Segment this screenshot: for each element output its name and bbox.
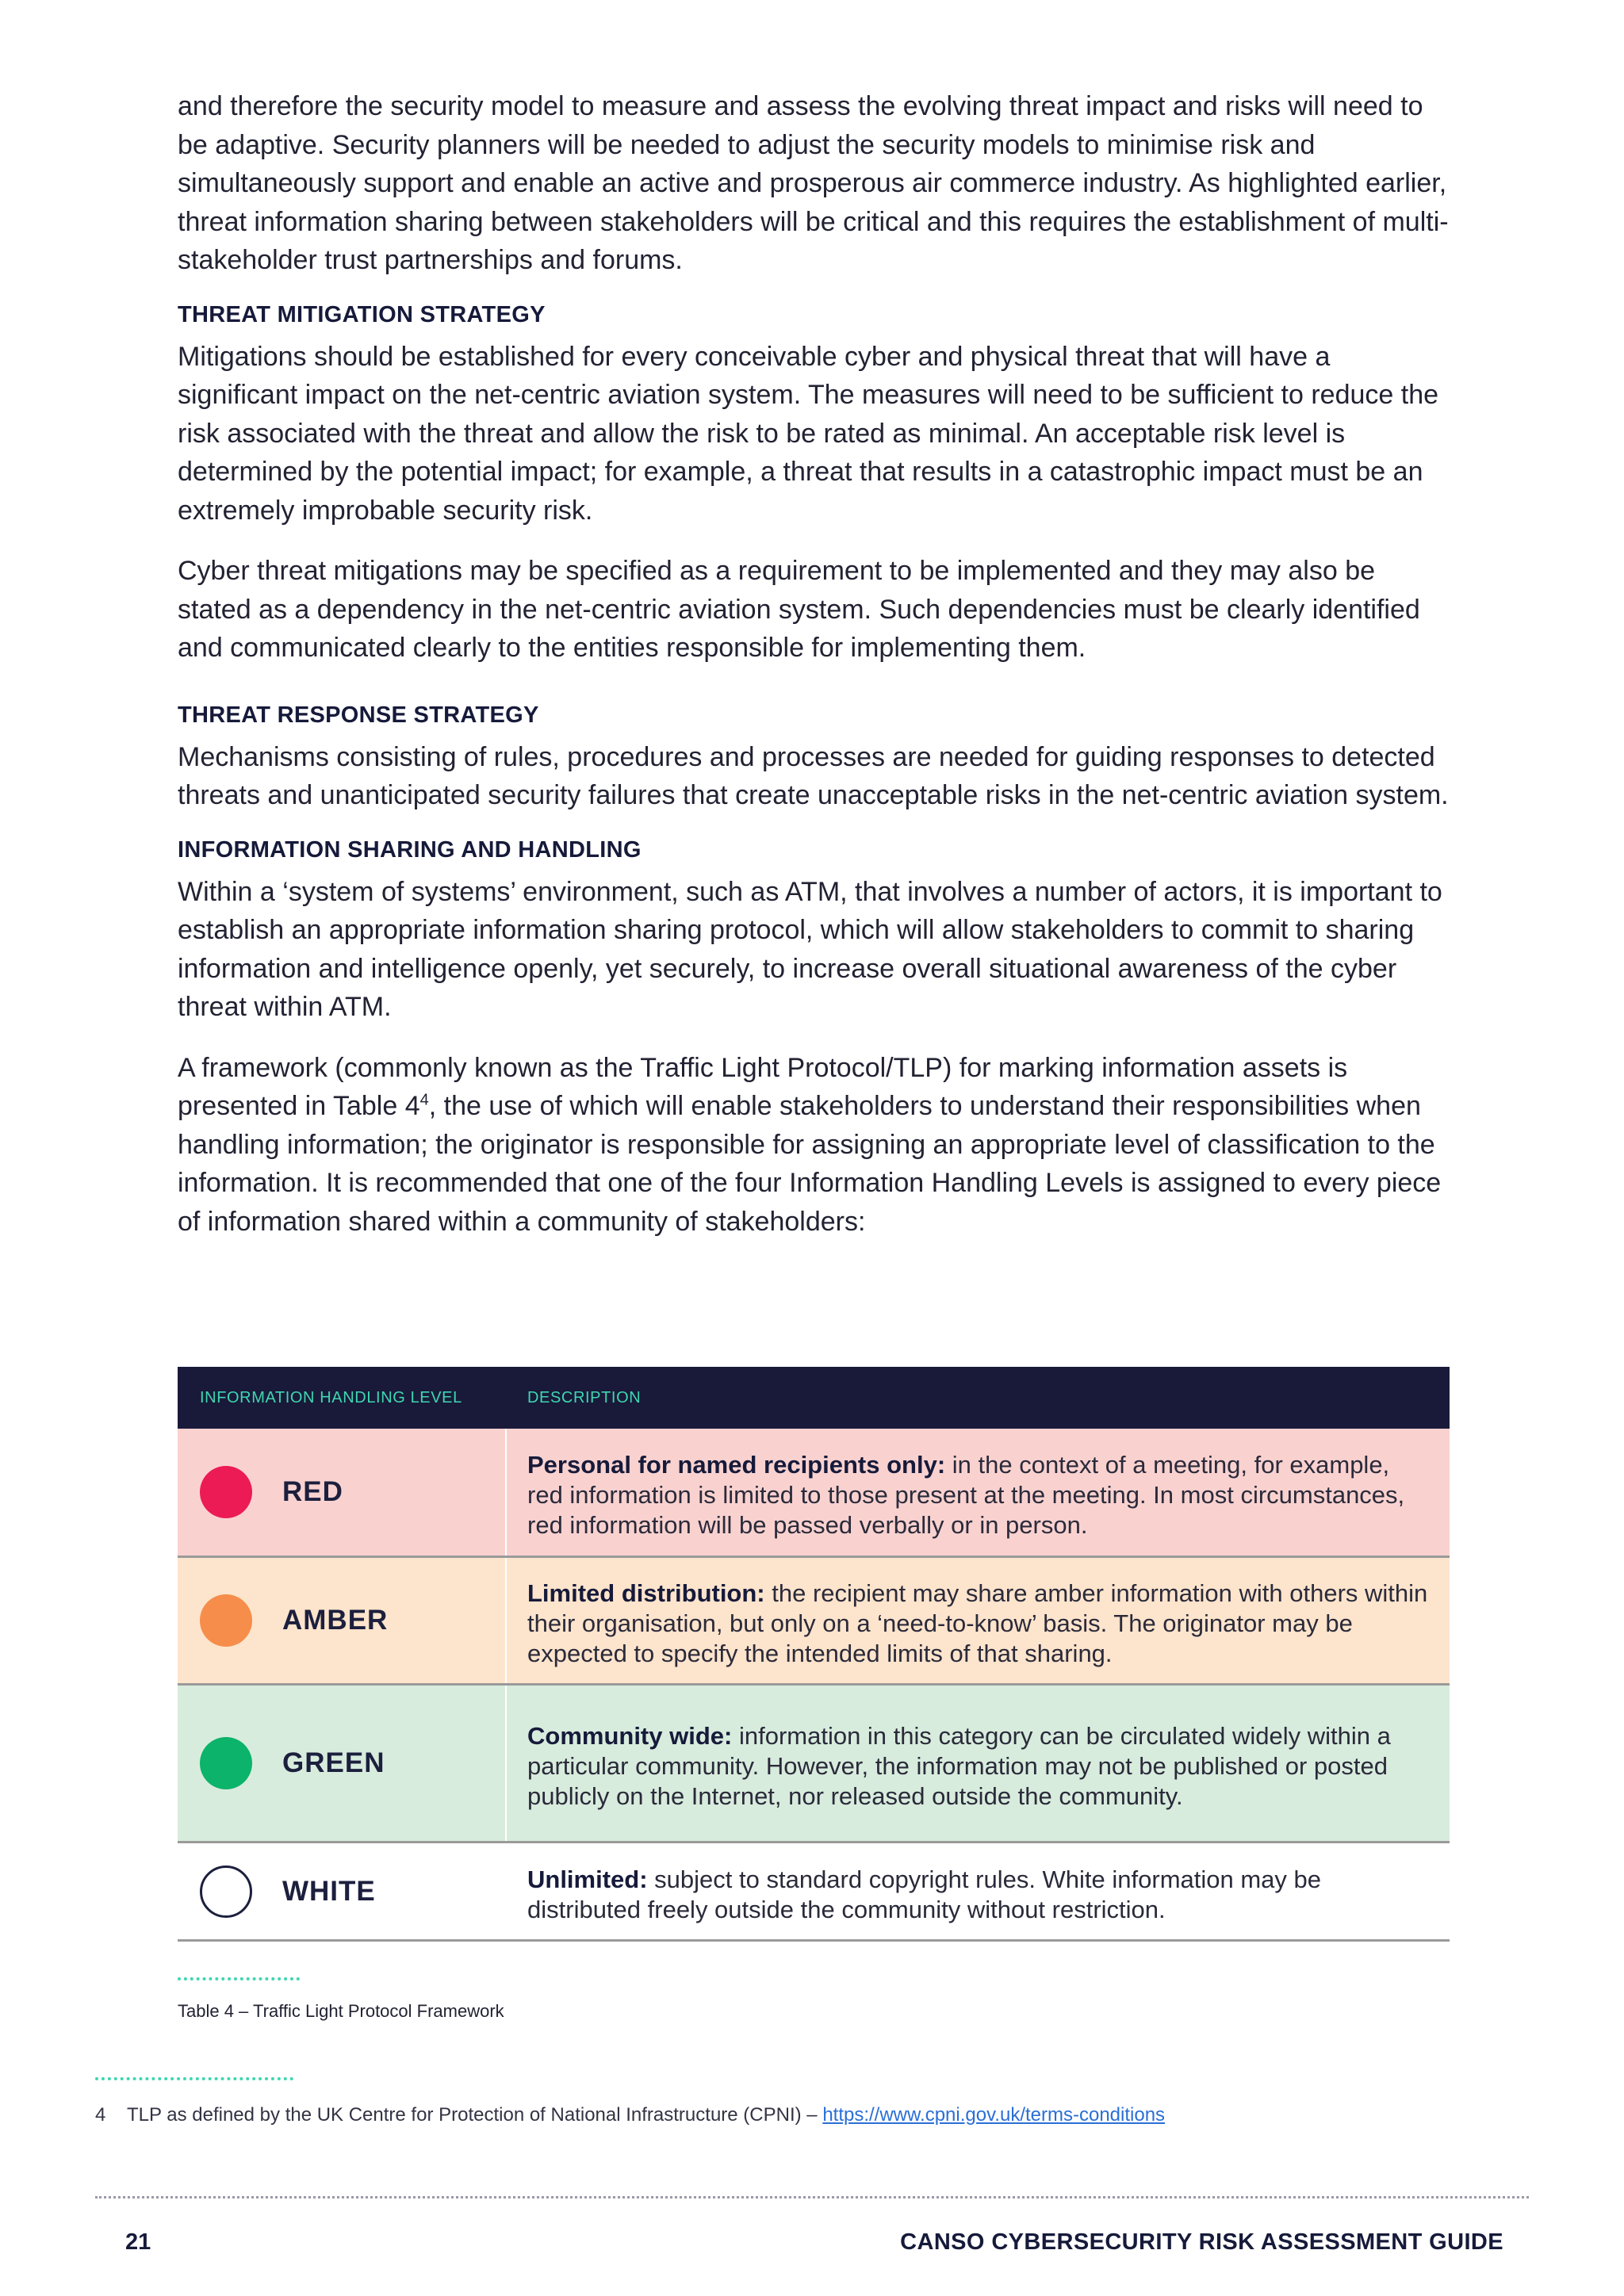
- page-number: 21: [125, 2229, 151, 2255]
- description-bold: Community wide:: [527, 1722, 733, 1750]
- footnote-number: 4: [95, 2104, 106, 2126]
- green-circle-icon: [200, 1737, 252, 1789]
- description-text: in the context of a meeting, for example, red information is limited to those present at the meeting. In most circumstances, red information will be passed verbally or in person.: [527, 1451, 1405, 1539]
- response-heading: THREAT RESPONSE STRATEGY: [178, 702, 539, 728]
- footnote: [95, 2104, 1165, 2126]
- white-circle-icon: [200, 1866, 252, 1918]
- mitigation-heading: THREAT MITIGATION STRATEGY: [178, 301, 546, 327]
- sharing-paragraph-1: Within a ‘system of systems’ environment, such as ATM, that involves a number of actors, it is important to establish an appropriate information sharing protocol, which will allow stakeholders to commit to sharing information and intelligence openly, yet securely, to increase overall situational awareness of the cyber threat within ATM.: [178, 876, 1442, 1022]
- description-bold: Unlimited:: [527, 1865, 648, 1893]
- level-cell: [178, 1558, 507, 1683]
- footer-divider: [95, 2196, 1529, 2198]
- response-paragraph-1: Mechanisms consisting of rules, procedures and processes are needed for guiding responses to detected threats and unanticipated security failures that create unacceptable risks in the net-centric aviation system.: [178, 741, 1449, 810]
- footnote-divider: [95, 2077, 293, 2080]
- description-bold: Limited distribution:: [527, 1579, 765, 1607]
- description-text: the recipient may share amber information with others within their organisation, but only on a ‘need-to-know’ basis. The originator may be expected to specify the intended limits of that sharing.: [527, 1579, 1428, 1667]
- sharing-paragraph-2: [178, 1049, 1454, 1242]
- level-cell: [178, 1429, 507, 1556]
- mitigation-paragraph-2: Cyber threat mitigations may be specified as a requirement to be implemented and they may also be stated as a dependency in the net-centric aviation system. Such dependencies must be clearly identified and communicated clearly to the entities responsible for implementing them.: [178, 556, 1420, 663]
- table-row-amber: [178, 1558, 1450, 1686]
- footnote-ref[interactable]: 4: [419, 1091, 429, 1109]
- footnote-link[interactable]: https://www.cpni.gov.uk/terms-conditions: [822, 2104, 1166, 2126]
- amber-circle-icon: [200, 1594, 252, 1647]
- description-cell: [507, 1686, 1450, 1841]
- col-header-level: INFORMATION HANDLING LEVEL: [200, 1388, 462, 1406]
- description-cell: [507, 1558, 1450, 1683]
- table-row-white: [178, 1843, 1450, 1942]
- sharing-p2-before: A framework (commonly known as the Traffic Light Protocol/TLP) for marking information assets is presented in Table 4: [178, 1052, 1348, 1121]
- tlp-table: [178, 1367, 1450, 1942]
- red-circle-icon: [200, 1466, 252, 1518]
- table-caption: Table 4 – Traffic Light Protocol Framework: [178, 2001, 504, 2021]
- document-title: CANSO CYBERSECURITY RISK ASSESSMENT GUIDE: [900, 2229, 1503, 2255]
- description-cell: [507, 1843, 1450, 1939]
- caption-divider: [178, 1977, 300, 1980]
- description-cell: [507, 1429, 1450, 1556]
- description-text: subject to standard copyright rules. White information may be distributed freely outside the community without restriction.: [527, 1865, 1322, 1923]
- mitigation-paragraph-1: Mitigations should be established for every conceivable cyber and physical threat that will have a significant impact on the net-centric aviation system. The measures will need to be sufficient to reduce the risk associated with the threat and allow the risk to be rated as minimal. An acceptable risk level is determined by the potential impact; for example, a threat that results in a catastrophic impact must be an extremely improbable security risk.: [178, 341, 1439, 526]
- description-bold: Personal for named recipients only:: [527, 1451, 946, 1479]
- table-row-red: [178, 1429, 1450, 1558]
- level-cell: [178, 1843, 507, 1939]
- level-name: AMBER: [282, 1605, 389, 1636]
- intro-paragraph: and therefore the security model to measure and assess the evolving threat impact and risks will need to be adaptive. Security planners will be needed to adjust the security models to minimise risk and simultaneously support and enable an active and prosperous air commerce industry. As highlighted earlier, threat information sharing between stakeholders will be critical and this requires the establishment of multi-stakeholder trust partnerships and forums.: [178, 91, 1449, 275]
- table-row-green: [178, 1686, 1450, 1843]
- level-cell: [178, 1686, 507, 1841]
- level-name: GREEN: [282, 1747, 385, 1778]
- sharing-heading: INFORMATION SHARING AND HANDLING: [178, 836, 642, 863]
- table-header: [178, 1367, 1450, 1429]
- col-header-description: DESCRIPTION: [527, 1388, 642, 1406]
- main-content: [178, 87, 1454, 1263]
- level-name: RED: [282, 1476, 343, 1507]
- footnote-text: TLP as defined by the UK Centre for Protection of National Infrastructure (CPNI) –: [127, 2104, 823, 2126]
- description-text: information in this category can be circulated widely within a particular community. However, the information may not be published or posted publicly on the Internet, nor released outside the community.: [527, 1722, 1391, 1810]
- sharing-p2-after: , the use of which will enable stakeholders to understand their responsibilities when handling information; the originator is responsible for assigning an appropriate level of classification to the information. It is recommended that one of the four Information Handling Levels is assigned to every piece of information shared within a community of stakeholders:: [178, 1091, 1442, 1237]
- level-name: WHITE: [282, 1875, 376, 1907]
